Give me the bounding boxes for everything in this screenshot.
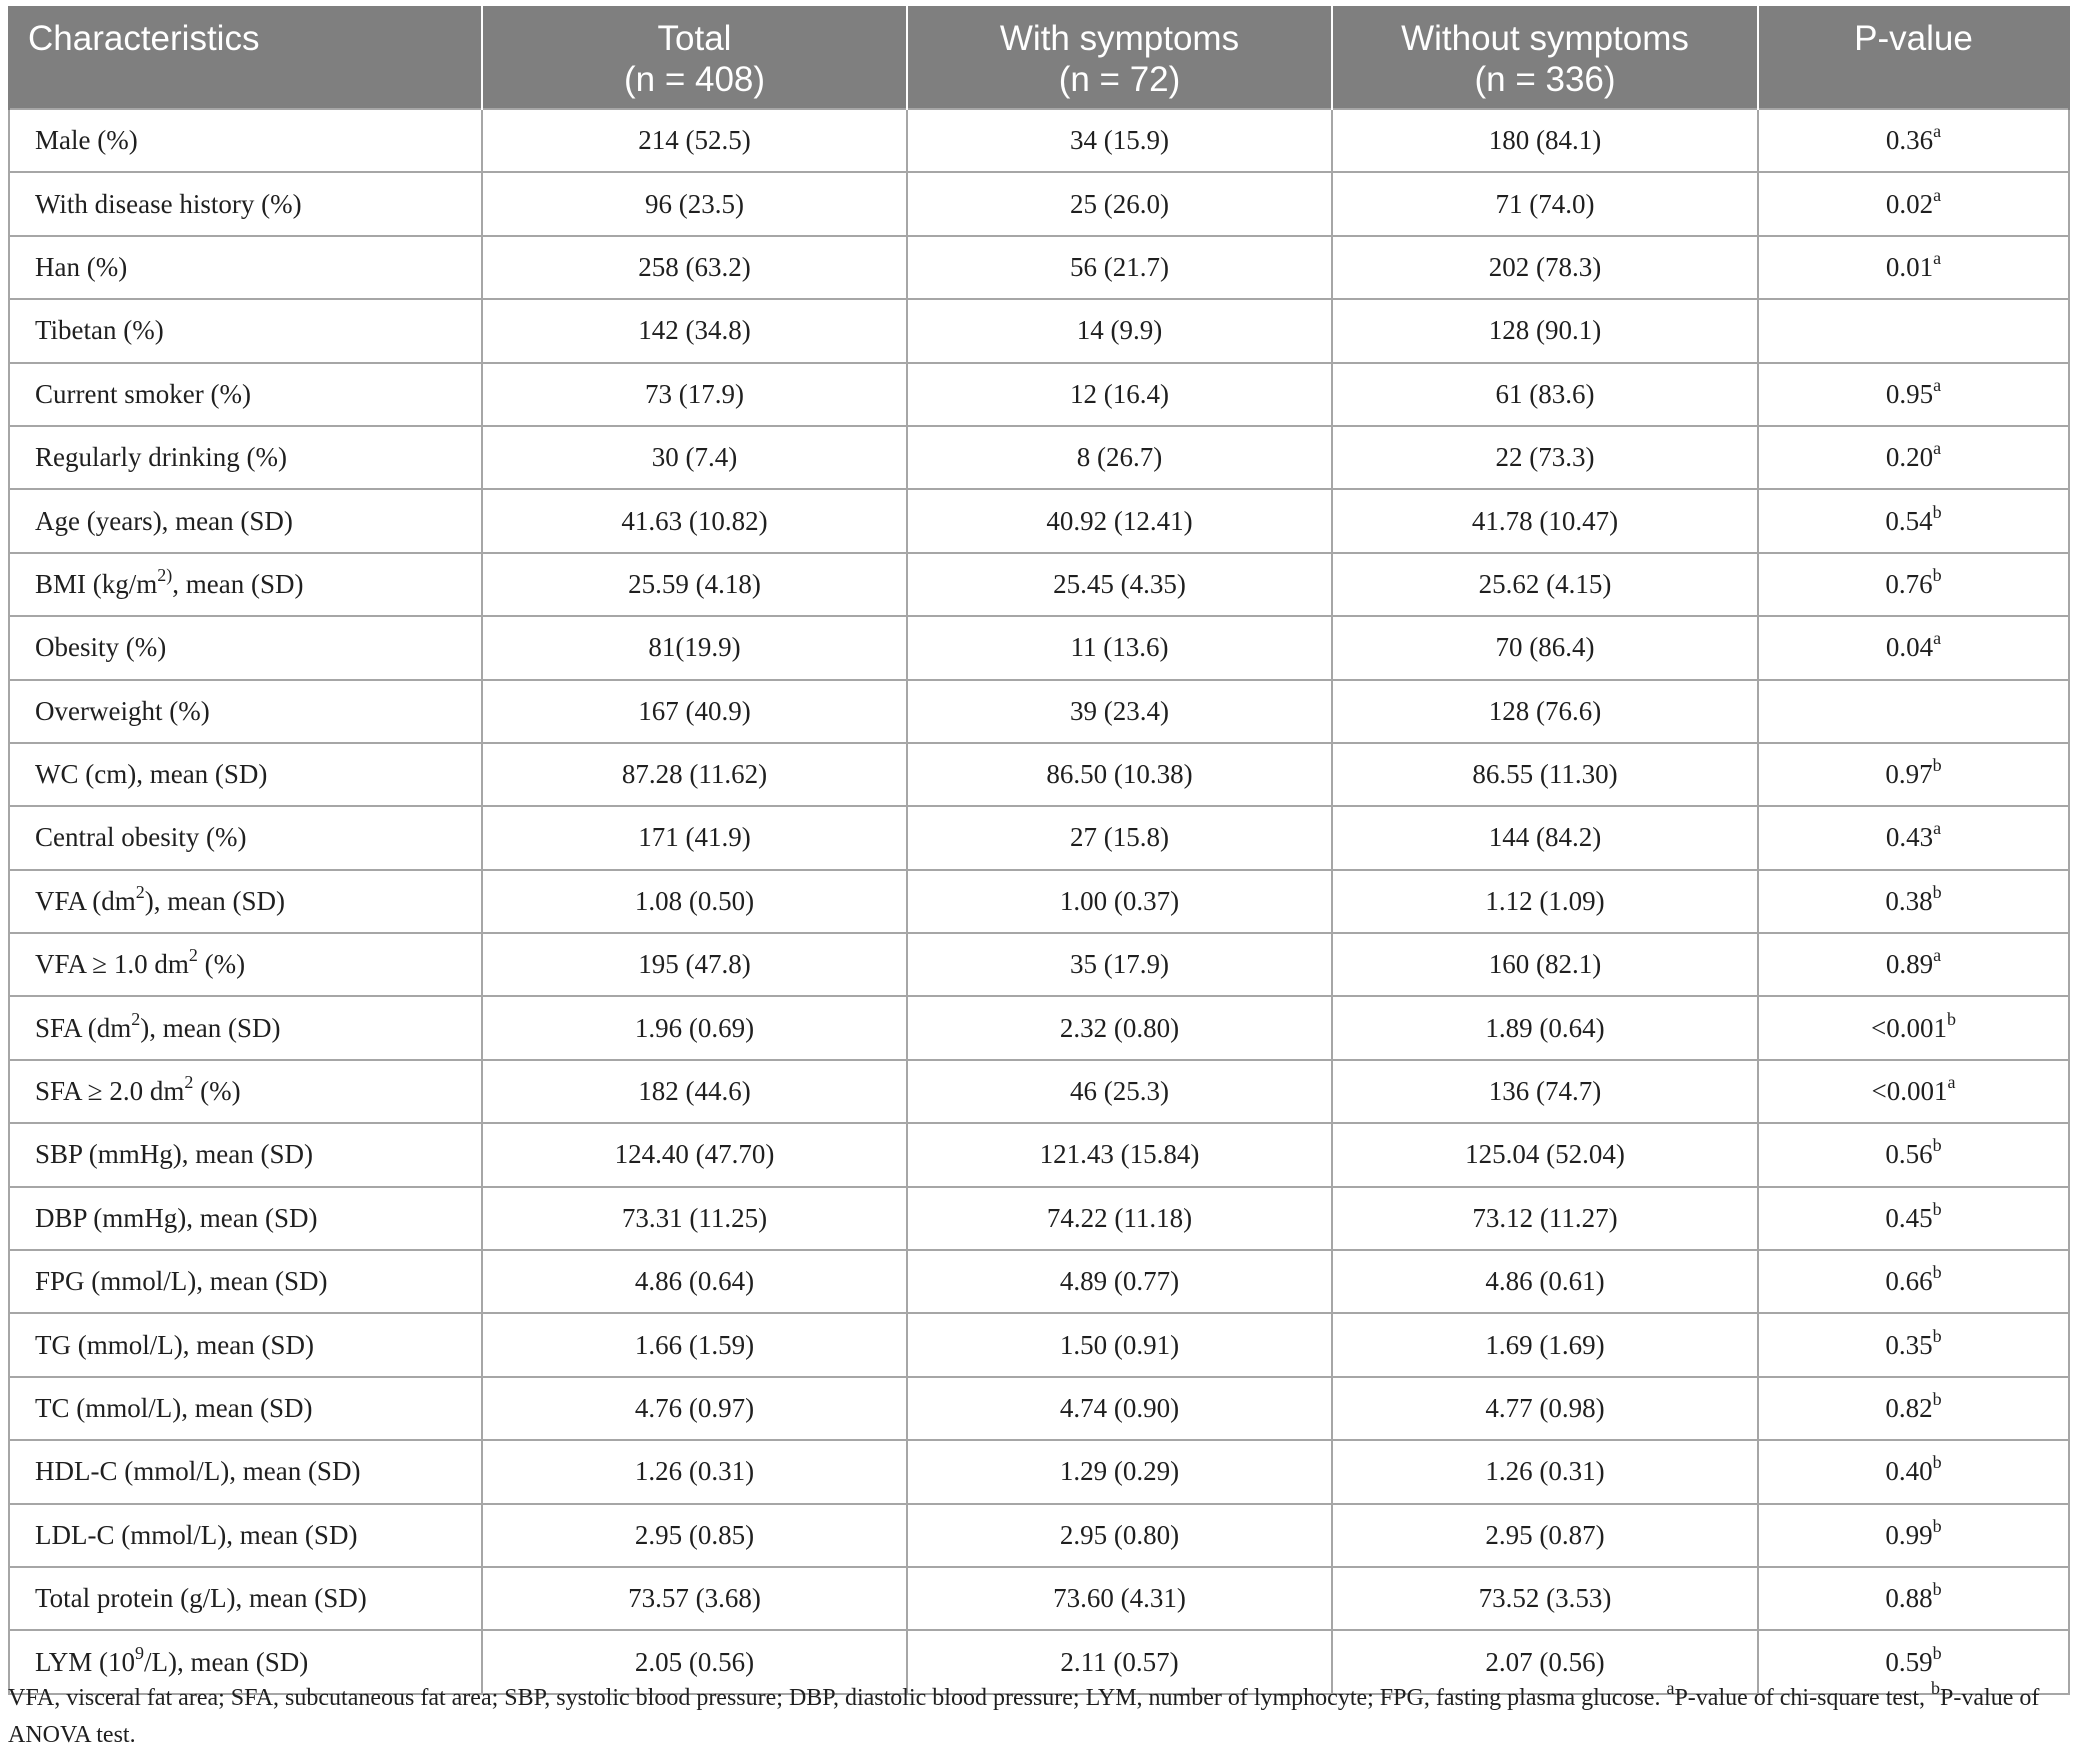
cell-total: 4.86 (0.64) [482,1250,907,1313]
cell-total: 73.57 (3.68) [482,1567,907,1630]
table-row [9,1504,2069,1567]
table-row [9,1060,2069,1123]
cell-with-symptoms: 25.45 (4.35) [907,553,1332,616]
cell-with-symptoms: 27 (15.8) [907,806,1332,869]
cell-without-symptoms: 2.07 (0.56) [1332,1630,1758,1693]
cell-with-symptoms: 74.22 (11.18) [907,1187,1332,1250]
row-label: VFA $(dm^2)$, mean (SD) [9,870,482,933]
cell-total: 142 (34.8) [482,299,907,362]
row-label: Obesity (%) [9,616,482,679]
cell-with-symptoms: 35 (17.9) [907,933,1332,996]
cell-p-value [1758,299,2069,362]
cell-without-symptoms: 144 (84.2) [1332,806,1758,869]
cell-without-symptoms: 136 (74.7) [1332,1060,1758,1123]
row-label: Regularly drinking (%) [9,426,482,489]
cell-p-value: 0.59$^b$ [1758,1630,2069,1693]
cell-with-symptoms: 1.00 (0.37) [907,870,1332,933]
table-footnote [8,1680,2068,1754]
cell-with-symptoms: 56 (21.7) [907,236,1332,299]
cell-with-symptoms: 4.74 (0.90) [907,1377,1332,1440]
table-container [8,6,2068,1695]
cell-p-value: 0.95$^a$ [1758,363,2069,426]
cell-p-value [1758,680,2069,743]
cell-total: 258 (63.2) [482,236,907,299]
row-label: TC (mmol/L), mean (SD) [9,1377,482,1440]
cell-total: 4.76 (0.97) [482,1377,907,1440]
row-label: TG (mmol/L), mean (SD) [9,1313,482,1376]
row-label: Current smoker (%) [9,363,482,426]
row-label: Male (%) [9,109,482,172]
row-label: WC (cm), mean (SD) [9,743,482,806]
cell-without-symptoms: 1.69 (1.69) [1332,1313,1758,1376]
cell-total: 1.66 (1.59) [482,1313,907,1376]
cell-total: 167 (40.9) [482,680,907,743]
cell-p-value: 0.82$^b$ [1758,1377,2069,1440]
cell-p-value: 0.20$^a$ [1758,426,2069,489]
table-row [9,1567,2069,1630]
row-label: LYM $(10^9/L)$, mean (SD) [9,1630,482,1693]
cell-p-value: 0.99$^b$ [1758,1504,2069,1567]
cell-total: 87.28 (11.62) [482,743,907,806]
cell-without-symptoms: 70 (86.4) [1332,616,1758,679]
cell-without-symptoms: 128 (90.1) [1332,299,1758,362]
cell-with-symptoms: 121.43 (15.84) [907,1123,1332,1186]
cell-total: 30 (7.4) [482,426,907,489]
row-label: VFA ≥ 1.0 $dm^2$ (%) [9,933,482,996]
cell-total: 2.95 (0.85) [482,1504,907,1567]
cell-p-value: 0.38$^b$ [1758,870,2069,933]
header-total: Total (n = 408) [482,6,907,109]
table-row [9,996,2069,1059]
cell-p-value: 0.66$^b$ [1758,1250,2069,1313]
cell-without-symptoms: 125.04 (52.04) [1332,1123,1758,1186]
cell-without-symptoms: 22 (73.3) [1332,426,1758,489]
table-row [9,553,2069,616]
cell-p-value: 0.36$^a$ [1758,109,2069,172]
row-label: DBP (mmHg), mean (SD) [9,1187,482,1250]
header-with-symptoms: With symptoms (n = 72) [907,6,1332,109]
cell-with-symptoms: 86.50 (10.38) [907,743,1332,806]
cell-with-symptoms: 2.32 (0.80) [907,996,1332,1059]
row-label: FPG (mmol/L), mean (SD) [9,1250,482,1313]
cell-total: 25.59 (4.18) [482,553,907,616]
characteristics-table [8,6,2070,1695]
cell-without-symptoms: 2.95 (0.87) [1332,1504,1758,1567]
table-row [9,1123,2069,1186]
row-label: HDL-C (mmol/L), mean (SD) [9,1440,482,1503]
cell-without-symptoms: 1.12 (1.09) [1332,870,1758,933]
table-body [9,109,2069,1694]
cell-with-symptoms: 73.60 (4.31) [907,1567,1332,1630]
cell-total: 1.96 (0.69) [482,996,907,1059]
row-label: Tibetan (%) [9,299,482,362]
cell-with-symptoms: 14 (9.9) [907,299,1332,362]
cell-total: 81(19.9) [482,616,907,679]
cell-with-symptoms: 8 (26.7) [907,426,1332,489]
cell-with-symptoms: 1.50 (0.91) [907,1313,1332,1376]
table-row [9,806,2069,869]
cell-without-symptoms: 4.86 (0.61) [1332,1250,1758,1313]
cell-p-value: 0.76$^b$ [1758,553,2069,616]
cell-total: 195 (47.8) [482,933,907,996]
cell-with-symptoms: 39 (23.4) [907,680,1332,743]
cell-total: 2.05 (0.56) [482,1630,907,1693]
cell-total: 1.08 (0.50) [482,870,907,933]
cell-without-symptoms: 1.26 (0.31) [1332,1440,1758,1503]
table-row [9,426,2069,489]
cell-total: 1.26 (0.31) [482,1440,907,1503]
cell-total: 73.31 (11.25) [482,1187,907,1250]
cell-total: 96 (23.5) [482,172,907,235]
cell-without-symptoms: 128 (76.6) [1332,680,1758,743]
cell-without-symptoms: 71 (74.0) [1332,172,1758,235]
row-label: LDL-C (mmol/L), mean (SD) [9,1504,482,1567]
cell-without-symptoms: 61 (83.6) [1332,363,1758,426]
header-without-symptoms: Without symptoms (n = 336) [1332,6,1758,109]
footnote-b-text: P-value of ANOVA test. [8,1685,2040,1748]
cell-without-symptoms: 202 (78.3) [1332,236,1758,299]
cell-p-value: 0.89$^a$ [1758,933,2069,996]
cell-p-value: 0.45$^b$ [1758,1187,2069,1250]
cell-p-value: <0.001$^a$ [1758,1060,2069,1123]
table-row [9,616,2069,679]
cell-without-symptoms: 160 (82.1) [1332,933,1758,996]
cell-with-symptoms: 12 (16.4) [907,363,1332,426]
table-row [9,236,2069,299]
cell-p-value: 0.01$^a$ [1758,236,2069,299]
table-row [9,1313,2069,1376]
table-row [9,172,2069,235]
cell-without-symptoms: 4.77 (0.98) [1332,1377,1758,1440]
cell-with-symptoms: 2.95 (0.80) [907,1504,1332,1567]
header-p-value: P-value [1758,6,2069,109]
table-row [9,299,2069,362]
table-row [9,933,2069,996]
cell-with-symptoms: 4.89 (0.77) [907,1250,1332,1313]
row-label: With disease history (%) [9,172,482,235]
cell-without-symptoms: 73.12 (11.27) [1332,1187,1758,1250]
cell-with-symptoms: 11 (13.6) [907,616,1332,679]
cell-without-symptoms: 41.78 (10.47) [1332,489,1758,552]
table-row [9,1377,2069,1440]
row-label: BMI ($kg/m^{2)}$, mean (SD) [9,553,482,616]
cell-p-value: 0.43$^a$ [1758,806,2069,869]
cell-p-value: 0.02$^a$ [1758,172,2069,235]
cell-total: 171 (41.9) [482,806,907,869]
cell-p-value: 0.54$^b$ [1758,489,2069,552]
table-row [9,870,2069,933]
footnote-a-marker: a [1666,1678,1675,1698]
cell-with-symptoms: 25 (26.0) [907,172,1332,235]
row-label: Han (%) [9,236,482,299]
footnote-a-text: P-value of chi-square test, [1674,1685,1932,1711]
footnote-b-marker: b [1931,1678,1941,1698]
table-row [9,109,2069,172]
cell-without-symptoms: 1.89 (0.64) [1332,996,1758,1059]
row-label: Total protein (g/L), mean (SD) [9,1567,482,1630]
cell-p-value: 0.88$^b$ [1758,1567,2069,1630]
cell-without-symptoms: 73.52 (3.53) [1332,1567,1758,1630]
row-label: SFA ≥ 2.0 $dm^2$ (%) [9,1060,482,1123]
cell-total: 214 (52.5) [482,109,907,172]
cell-with-symptoms: 34 (15.9) [907,109,1332,172]
row-label: SBP (mmHg), mean (SD) [9,1123,482,1186]
table-row [9,743,2069,806]
footnote-text: VFA, visceral fat area; SFA, subcutaneous fat area; SBP, systolic blood pressure; DBP, diastolic blood pressure; LYM, number of lymphocyte; FPG, fasting plasma glucose. [8,1685,1667,1711]
table-row [9,363,2069,426]
cell-p-value: <0.001$^b$ [1758,996,2069,1059]
row-label: SFA $(dm^2)$, mean (SD) [9,996,482,1059]
cell-total: 182 (44.6) [482,1060,907,1123]
header-characteristics: Characteristics [9,6,482,109]
cell-without-symptoms: 180 (84.1) [1332,109,1758,172]
table-row [9,1440,2069,1503]
row-label: Age (years), mean (SD) [9,489,482,552]
cell-without-symptoms: 86.55 (11.30) [1332,743,1758,806]
cell-p-value: 0.97$^b$ [1758,743,2069,806]
cell-total: 73 (17.9) [482,363,907,426]
cell-with-symptoms: 1.29 (0.29) [907,1440,1332,1503]
cell-with-symptoms: 40.92 (12.41) [907,489,1332,552]
table-row [9,680,2069,743]
cell-total: 41.63 (10.82) [482,489,907,552]
row-label: Central obesity (%) [9,806,482,869]
cell-total: 124.40 (47.70) [482,1123,907,1186]
cell-p-value: 0.35$^b$ [1758,1313,2069,1376]
cell-p-value: 0.04$^a$ [1758,616,2069,679]
table-row [9,1250,2069,1313]
cell-with-symptoms: 46 (25.3) [907,1060,1332,1123]
header-row [9,6,2069,109]
row-label: Overweight (%) [9,680,482,743]
table-row [9,1187,2069,1250]
cell-without-symptoms: 25.62 (4.15) [1332,553,1758,616]
table-row [9,489,2069,552]
cell-p-value: 0.56$^b$ [1758,1123,2069,1186]
cell-p-value: 0.40$^b$ [1758,1440,2069,1503]
cell-with-symptoms: 2.11 (0.57) [907,1630,1332,1693]
